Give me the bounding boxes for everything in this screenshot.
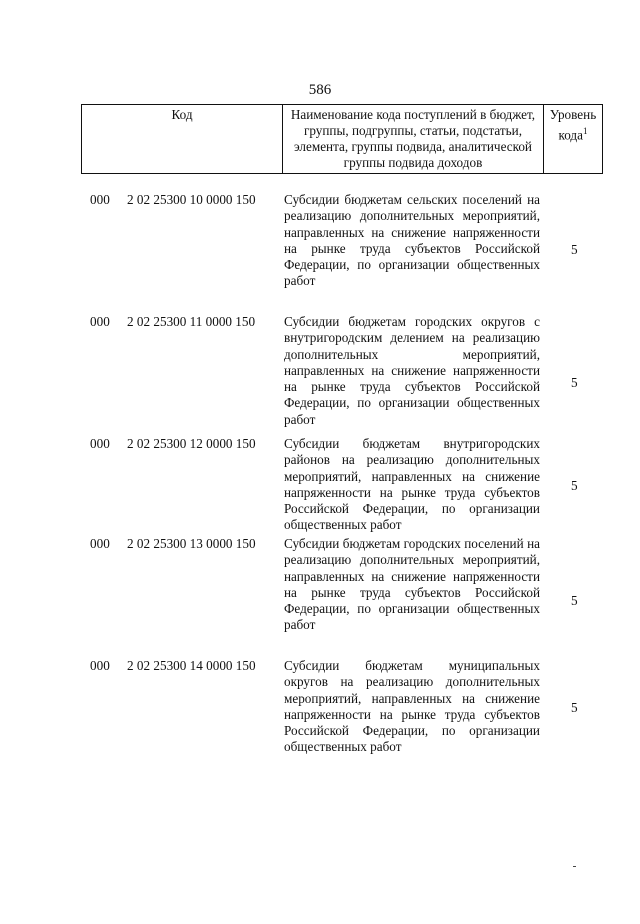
header-name: Наименование кода поступлений в бюджет, группы, подгруппы, статьи, подстатьи, элемента, группы подвида, аналитической группы подвида доходов — [282, 105, 543, 173]
table-row — [0, 314, 640, 436]
header-level-label: Уровень кода — [549, 107, 597, 143]
revenue-name: Субсидии бюджетам сельских поселений на реализацию дополнительных мероприятий, направленных на снижение напряженности на рынке труда субъектов Российской Федерации, по организации общественных работ — [284, 192, 540, 289]
admin-code: 000 — [90, 192, 110, 207]
code-level: 5 — [571, 242, 578, 257]
header-code: Код — [171, 107, 193, 122]
header-level — [543, 105, 602, 173]
admin-code: 000 — [90, 314, 110, 329]
table-header — [81, 104, 603, 174]
admin-code: 000 — [90, 658, 110, 673]
table-row — [0, 192, 640, 314]
admin-code: 000 — [90, 436, 110, 451]
revenue-code: 2 02 25300 12 0000 150 — [127, 436, 256, 451]
page-number: 586 — [308, 82, 332, 98]
code-level: 5 — [571, 375, 578, 390]
table-body — [0, 192, 640, 758]
revenue-code: 2 02 25300 10 0000 150 — [127, 192, 256, 207]
revenue-name: Субсидии бюджетам городских округов с внутригородским делением на реализацию дополнительных мероприятий, направленных на снижение напряженности на рынке труда субъектов Российской Федерации, по организации общественных работ — [284, 314, 540, 427]
code-level: 5 — [571, 700, 578, 715]
revenue-code: 2 02 25300 13 0000 150 — [127, 536, 256, 551]
revenue-code: 2 02 25300 14 0000 150 — [127, 658, 256, 673]
table-row — [0, 436, 640, 536]
code-level: 5 — [571, 593, 578, 608]
revenue-name: Субсидии бюджетам внутригородских районов на реализацию дополнительных мероприятий, направленных на снижение напряженности на рынке труда субъектов Российской Федерации, по организации общественных работ — [284, 436, 540, 533]
table-row — [0, 536, 640, 658]
revenue-name: Субсидии бюджетам муниципальных округов на реализацию дополнительных мероприятий, направленных на снижение напряженности на рынке труда субъектов Российской Федерации, по организации общественных работ — [284, 658, 540, 755]
admin-code: 000 — [90, 536, 110, 551]
code-level: 5 — [571, 478, 578, 493]
footnote-marker: 1 — [583, 126, 588, 136]
scan-speck — [573, 866, 576, 867]
table-row — [0, 658, 640, 758]
revenue-name: Субсидии бюджетам городских поселений на реализацию дополнительных мероприятий, направленных на снижение напряженности на рынке труда субъектов Российской Федерации, по организации общественных работ — [284, 536, 540, 633]
revenue-code: 2 02 25300 11 0000 150 — [127, 314, 256, 329]
